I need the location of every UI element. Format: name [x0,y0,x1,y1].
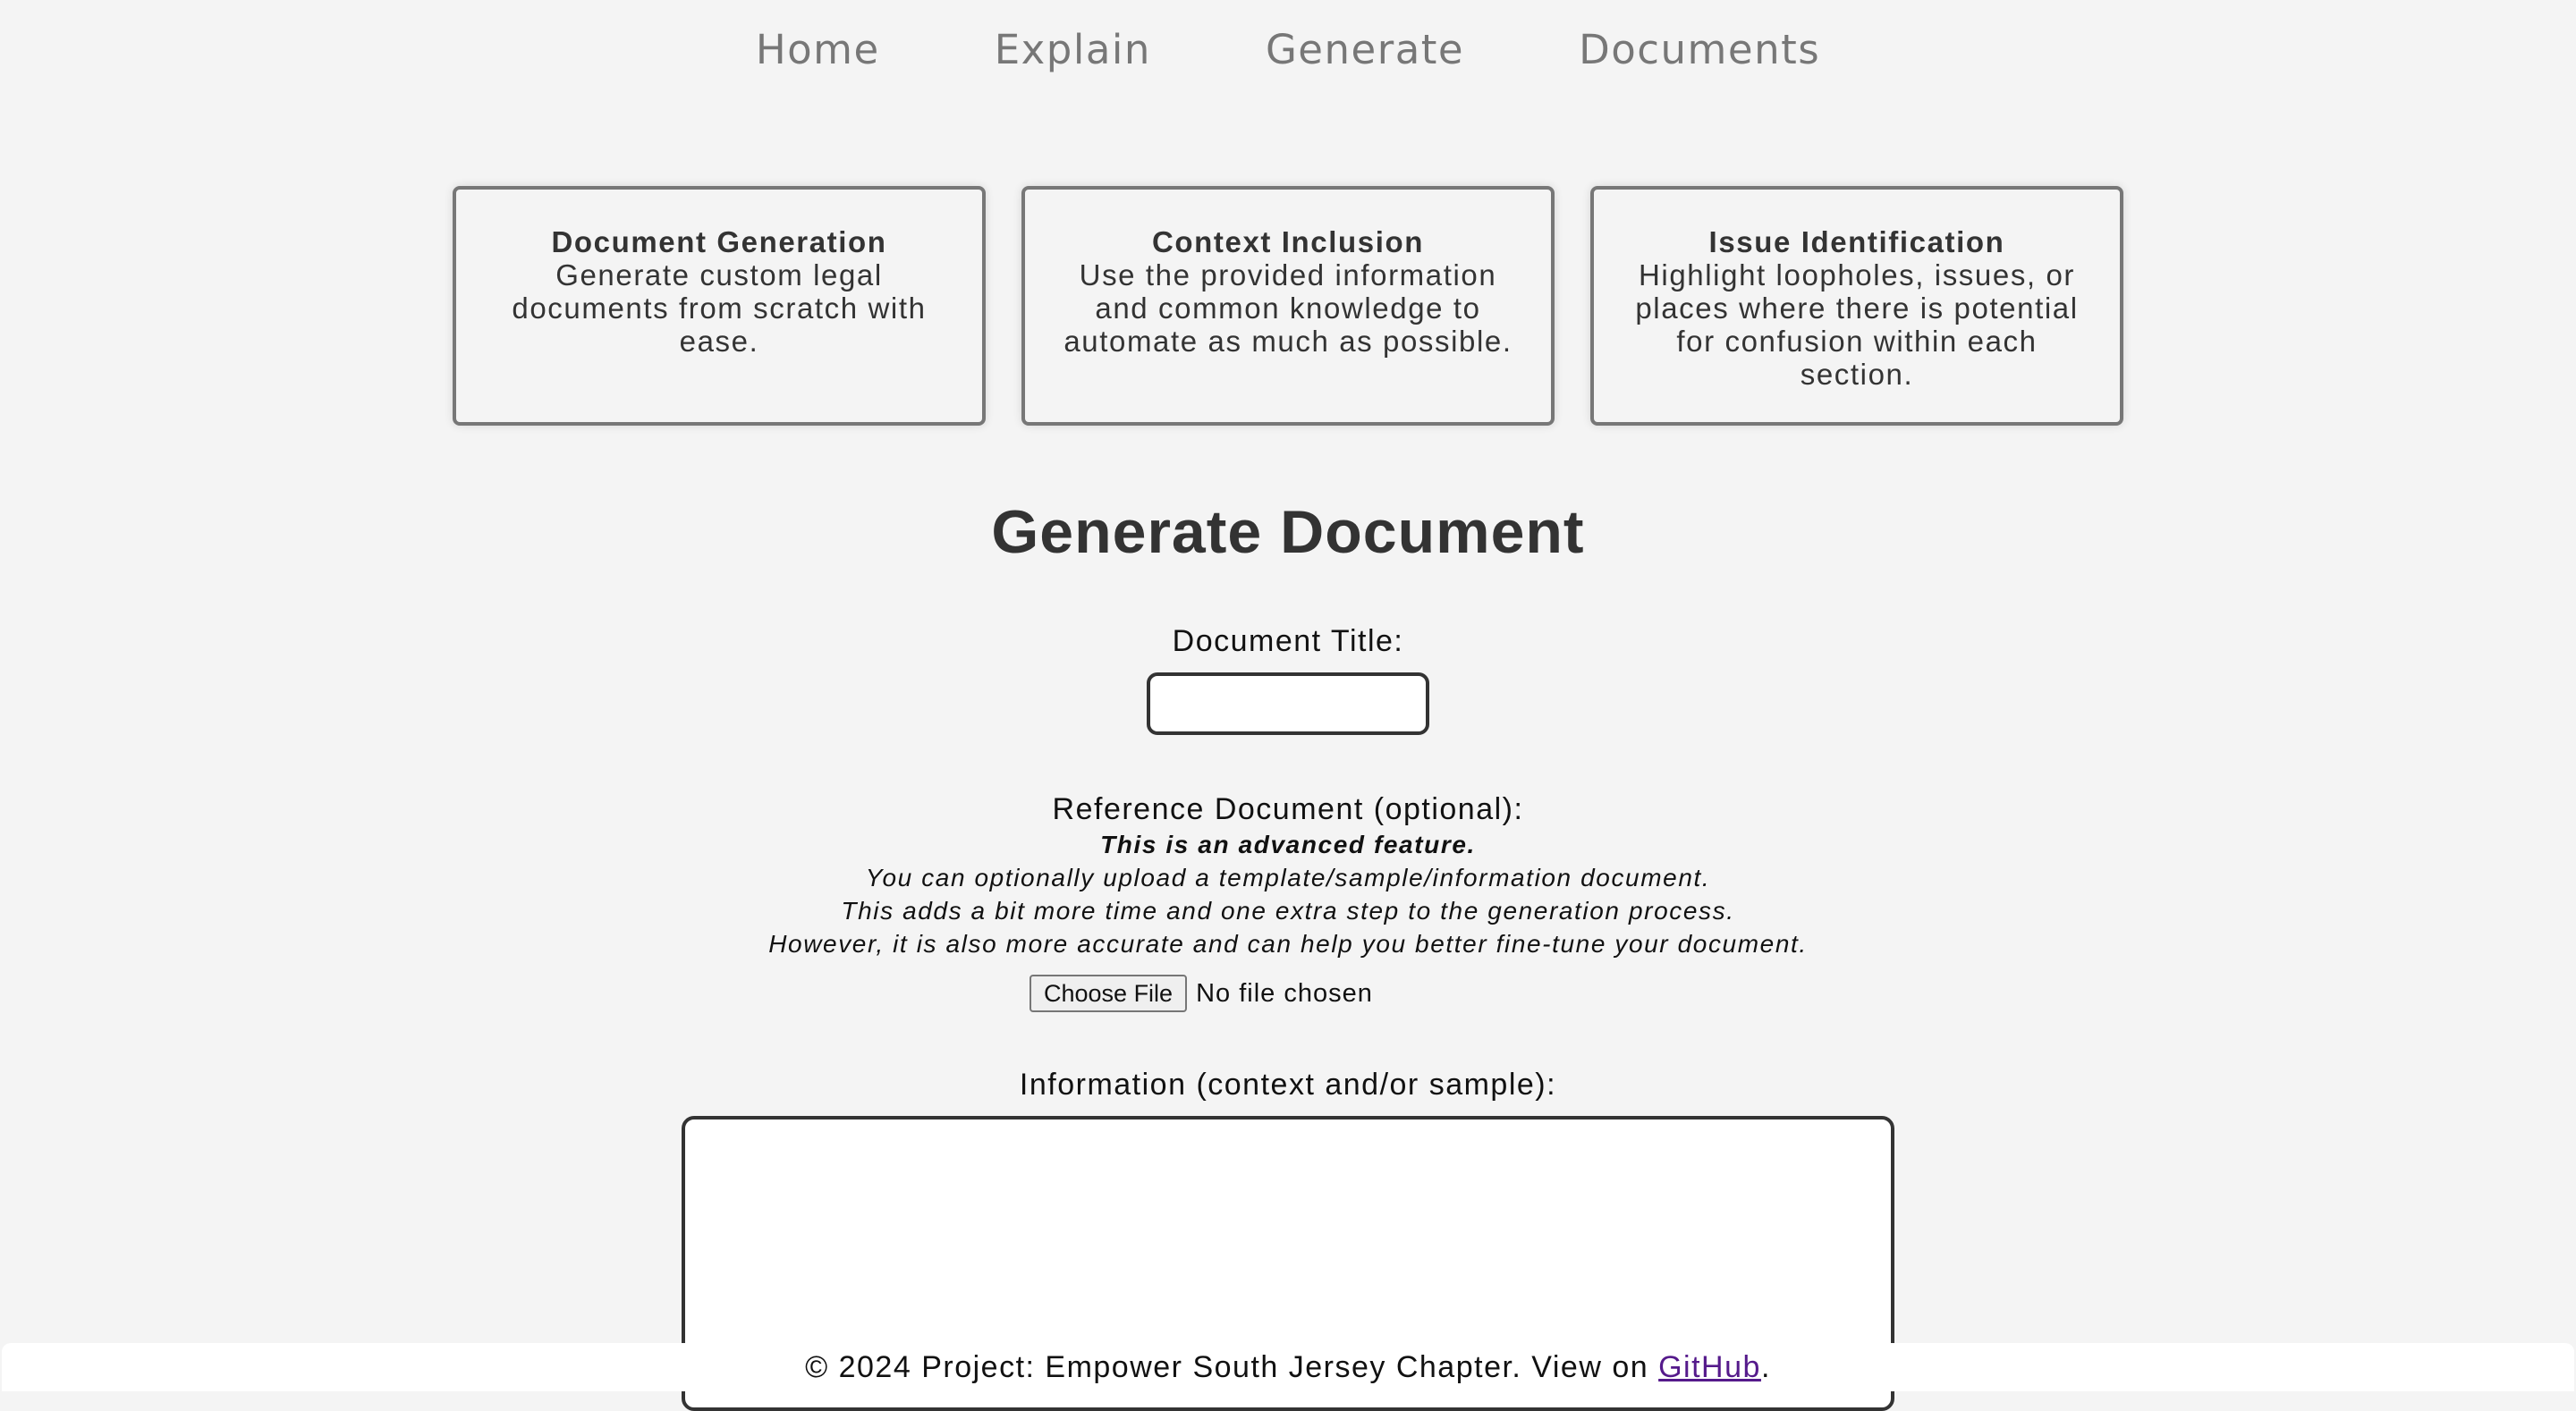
choose-file-button[interactable]: Choose File [1030,975,1187,1012]
github-link[interactable]: GitHub [1658,1350,1761,1384]
feature-card-title: Document Generation [551,225,887,258]
nav-home-link[interactable]: Home [755,26,880,73]
feature-card-context-inclusion [1021,186,1555,426]
footer-text: © 2024 Project: Empower South Jersey Chapter. View on [805,1350,1659,1384]
nav-generate-link[interactable]: Generate [1265,26,1465,73]
file-status-text: No file chosen [1196,978,1373,1008]
reference-document-label: Reference Document (optional): [1052,792,1524,826]
feature-cards [0,186,2576,426]
reference-note-line: This adds a bit more time and one extra step to the generation process. [841,897,1735,925]
reference-note-line: However, it is also more accurate and can help you better fine-tune your document. [768,930,1808,958]
feature-card-issue-identification [1590,186,2123,426]
nav-documents-link[interactable]: Documents [1579,26,1821,73]
page-title: Generate Document [991,498,1585,566]
footer [2,1343,2574,1391]
feature-card-description: Use the provided information and common knowledge to automate as much as possible. [1063,258,1513,358]
feature-card-description: Generate custom legal documents from scratch with ease. [512,258,927,358]
feature-card-title: Issue Identification [1708,225,2005,258]
feature-card-description: Highlight loopholes, issues, or places where there is potential for confusion within each section. [1635,258,2079,391]
document-title-label: Document Title: [1172,624,1404,658]
footer-suffix: . [1760,1350,1771,1384]
main-nav [0,23,2576,77]
feature-card-title: Context Inclusion [1151,225,1425,258]
information-label: Information (context and/or sample): [1019,1068,1557,1102]
file-upload-control [1030,975,1373,1012]
reference-note-line: You can optionally upload a template/sample/information document. [865,864,1711,891]
advanced-feature-note: This is an advanced feature. [1100,831,1476,858]
nav-explain-link[interactable]: Explain [994,26,1151,73]
reference-document-note [0,828,2576,960]
document-title-input[interactable] [1147,672,1429,735]
feature-card-document-generation [453,186,986,426]
